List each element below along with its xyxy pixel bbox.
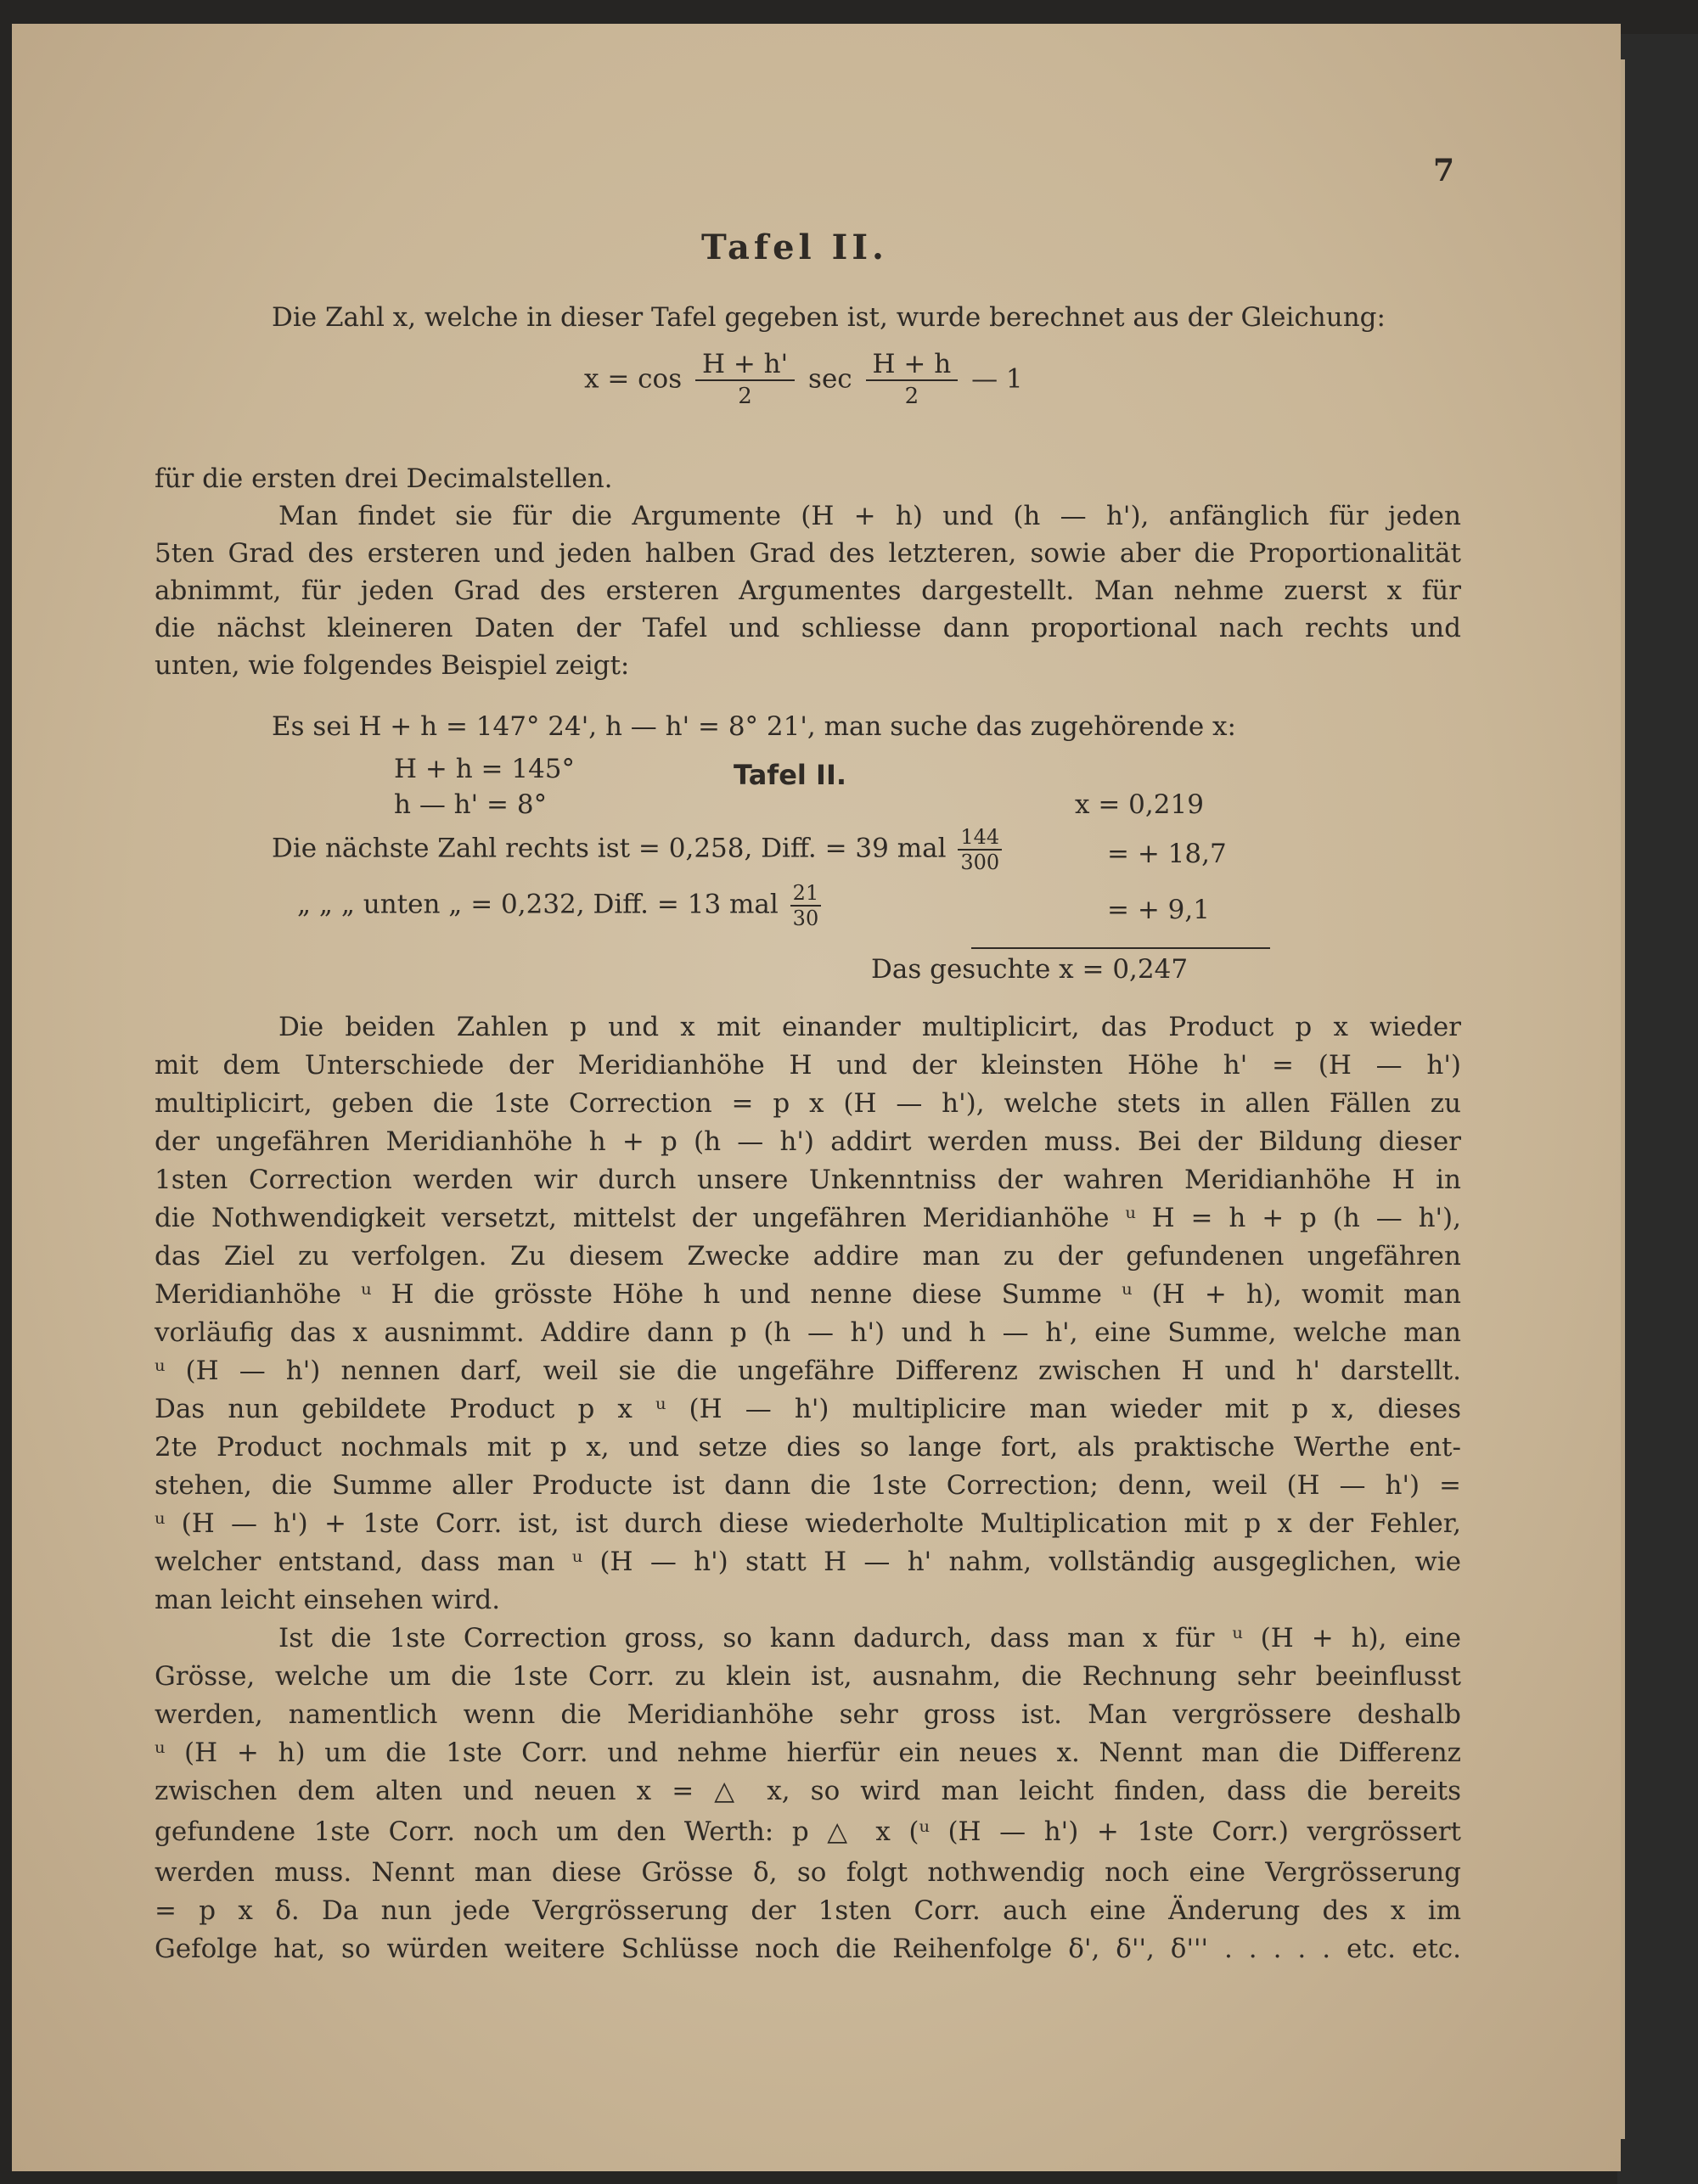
paragraph-line: zwischen dem alten und neuen x = △ x, so wird man leicht finden, dass die bereits [155,1776,1461,1806]
formula-fraction-1-denominator: 2 [738,384,752,409]
paragraph-line: multiplicirt, geben die 1ste Correction = p x (H — h'), welche stets in allen Fällen zu [155,1088,1461,1119]
formula [584,349,1023,412]
paragraph-line: Das nun gebildete Product p x ᵘ (H — h') multiplicire man wieder mit p x, dieses [155,1394,1461,1424]
sum-rule [971,947,1270,949]
table-stamp: Tafel II. [734,759,846,791]
formula-fraction-1-numerator: H + h' [695,349,795,381]
page [12,24,1621,2171]
paragraph-line: unten, wie folgendes Beispiel zeigt: [155,650,630,681]
example-line-1: Es sei H + h = 147° 24', h — h' = 8° 21', man suche das zugehörende x: [272,711,1236,742]
paragraph-line: gefundene 1ste Corr. noch um den Werth: p △ x (ᵘ (H — h') + 1ste Corr.) vergrössert [155,1816,1461,1847]
paragraph-3 [155,1008,1461,1615]
example-row-4-text: Die nächste Zahl rechts ist = 0,258, Diff. = 39 mal [272,833,947,864]
formula-fraction-2-numerator: H + h [866,349,959,381]
paragraph-line: 1sten Correction werden wir durch unsere Unkenntniss der wahren Meridianhöhe H in [155,1165,1461,1195]
formula-fraction-2 [866,349,959,412]
example-row-5-fraction [790,881,822,930]
paragraph-line: Die beiden Zahlen p und x mit einander multiplicirt, das Product p x wieder [278,1012,1461,1042]
example-row-3: h — h' = 8° [394,789,548,820]
paragraph-line: 5ten Grad des ersteren und jeden halben Grad des letzteren, sowie aber die Proportionalität [155,538,1461,569]
example-row-4-fraction [958,825,1002,874]
example-row-4-fraction-denominator: 300 [960,851,1000,874]
paragraph-line: = p x δ. Da nun jede Vergrösserung der 1sten Corr. auch eine Änderung des x im [155,1895,1461,1926]
paragraph-line: mit dem Unterschiede der Meridianhöhe H und der kleinsten Höhe h' = (H — h') [155,1050,1461,1081]
example-row-3-result: x = 0,219 [1075,789,1204,820]
formula-tail: — 1 [971,363,1023,395]
example-row-4-result: = + 18,7 [1107,839,1227,869]
paragraph-line: welcher entstand, dass man ᵘ (H — h') statt H — h' nahm, vollständig ausgeglichen, wie [155,1547,1461,1577]
formula-fraction-1 [695,349,795,412]
paragraph-line: die nächst kleineren Daten der Tafel und schliesse dann proportional nach rechts und [155,613,1461,643]
paragraph-line: Man findet sie für die Argumente (H + h) und (h — h'), anfänglich für jeden [278,501,1461,531]
paragraph-line: Meridianhöhe ᵘ H die grösste Höhe h und nenne diese Summe ᵘ (H + h), womit man [155,1279,1461,1310]
paragraph-1: für die ersten drei Decimalstellen. [155,463,613,494]
book-spine [1617,34,1698,2184]
paragraph-4 [155,1620,1461,1976]
page-title: Tafel II. [701,227,888,267]
paragraph-line: ᵘ (H — h') nennen darf, weil sie die ungefähre Differenz zwischen H und h' darstellt. [155,1356,1461,1386]
paragraph-line: Ist die 1ste Correction gross, so kann dadurch, dass man x für ᵘ (H + h), eine [278,1623,1461,1653]
formula-mid: sec [808,363,852,395]
page-number: 7 [1433,153,1455,188]
paragraph-line: der ungefähren Meridianhöhe h + p (h — h') addirt werden muss. Bei der Bildung dieser [155,1126,1461,1157]
paragraph-line: ᵘ (H + h) um die 1ste Corr. und nehme hierfür ein neues x. Nennt man die Differenz [155,1738,1461,1768]
paragraph-line: ᵘ (H — h') + 1ste Corr. ist, ist durch diese wiederholte Multiplication mit p x der Fehler, [155,1508,1461,1539]
example-row-4-fraction-numerator: 144 [958,825,1002,851]
example-row-5 [297,881,824,932]
paragraph-line: werden, namentlich wenn die Meridianhöhe sehr gross ist. Man vergrössere deshalb [155,1699,1461,1730]
paragraph-line: Gefolge hat, so würden weitere Schlüsse noch die Reihenfolge δ', δ'', δ''' . . . . . etc. etc. [155,1934,1461,1964]
formula-lhs: x = cos [584,363,683,395]
paragraph-line: werden muss. Nennt man diese Grösse δ, so folgt nothwendig noch eine Vergrösserung [155,1857,1461,1888]
paragraph-line: Grösse, welche um die 1ste Corr. zu klein ist, ausnahm, die Rechnung sehr beeinflusst [155,1661,1461,1692]
example-row-5-fraction-numerator: 21 [790,881,822,907]
paragraph-line: 2te Product nochmals mit p x, und setze dies so lange fort, als praktische Werthe ent- [155,1432,1461,1463]
paragraph-line: das Ziel zu verfolgen. Zu diesem Zwecke addire man zu der gefundenen ungefähren [155,1241,1461,1272]
paragraph-line: man leicht einsehen wird. [155,1585,501,1615]
example-row-5-text: „ „ „ unten „ = 0,232, Diff. = 13 mal [297,889,779,920]
example-row-5-fraction-denominator: 30 [792,907,819,930]
paragraph-line: vorläufig das x ausnimmt. Addire dann p (h — h') und h — h', eine Summe, welche man [155,1317,1461,1348]
example-row-2: H + h = 145° [394,754,576,784]
paragraph-line: abnimmt, für jeden Grad des ersteren Argumentes dargestellt. Man nehme zuerst x für [155,575,1461,606]
example-row-5-result: = + 9,1 [1107,895,1210,925]
example-row-4 [272,825,1005,876]
paragraph-line: die Nothwendigkeit versetzt, mittelst der ungefähren Meridianhöhe ᵘ H = h + p (h — h'), [155,1203,1461,1233]
intro-text: Die Zahl x, welche in dieser Tafel gegeben ist, wurde berechnet aus der Gleichung: [272,302,1386,333]
paragraph-2 [155,497,1461,684]
paragraph-line: stehen, die Summe aller Producte ist dann die 1ste Correction; denn, weil (H — h') = [155,1470,1461,1501]
example-total: Das gesuchte x = 0,247 [871,954,1189,985]
formula-fraction-2-denominator: 2 [904,384,919,409]
